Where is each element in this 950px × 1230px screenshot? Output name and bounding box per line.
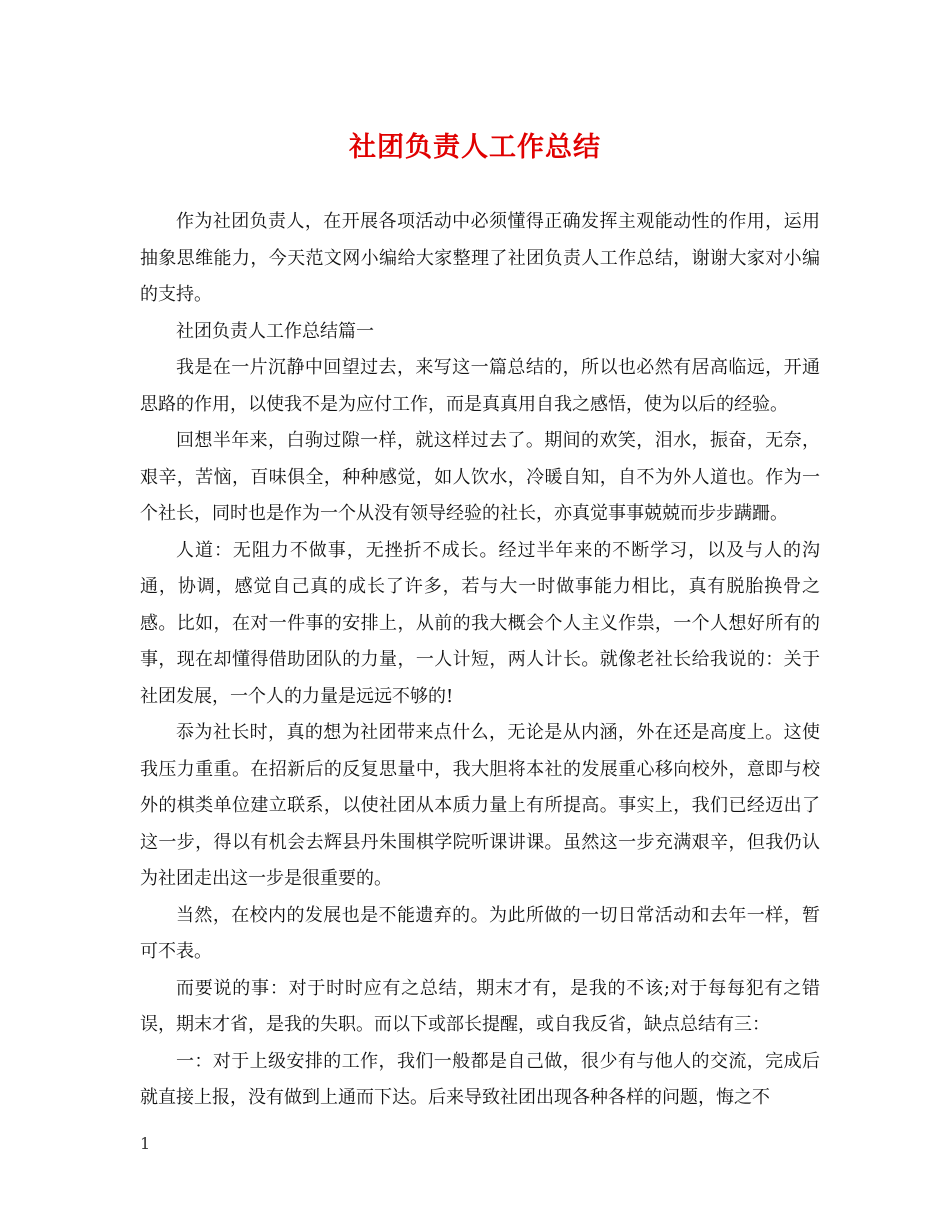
paragraph: 而要说的事：对于时时应有之总结，期末才有，是我的不该;对于每每犯有之错误，期末才省，是我的失职。而以下或部长提醒，或自我反省，缺点总结有三： — [140, 977, 820, 1035]
page-number: 1 — [140, 1134, 151, 1153]
section-heading: 社团负责人工作总结篇一 — [176, 320, 374, 342]
paragraph: 人道：无阻力不做事，无挫折不成长。经过半年来的不断学习，以及与人的沟通，协调，感觉自己真的成长了许多，若与大一时做事能力相比，真有脱胎换骨之感。比如，在对一件事的安排上，从前的我大概会个人主义作祟，一个人想好所有的事，现在却懂得借助团队的力量，一人计短，两人计长。就像老社长给我说的：关于社团发展，一个人的力量是远远不够的! — [140, 539, 820, 707]
paragraph: 当然，在校内的发展也是不能遗弃的。为此所做的一切日常活动和去年一样，暂可不表。 — [140, 904, 820, 962]
paragraph: 忝为社长时，真的想为社团带来点什么，无论是从内涵，外在还是高度上。这使我压力重重。在招新后的反复思量中，我大胆将本社的发展重心移向校外，意即与校外的棋类单位建立联系，以使社团从本质力量上有所提高。事实上，我们已经迈出了这一步，得以有机会去辉县丹朱围棋学院听课讲课。虽然这一步充满艰辛，但我仍认为社团走出这一步是很重要的。 — [140, 722, 820, 889]
paragraph-intro: 作为社团负责人，在开展各项活动中必须懂得正确发挥主观能动性的作用，运用抽象思维能力，今天范文网小编给大家整理了社团负责人工作总结，谢谢大家对小编的支持。 — [140, 211, 820, 305]
paragraph: 回想半年来，白驹过隙一样，就这样过去了。期间的欢笑，泪水，振奋，无奈，艰辛，苦恼，百味俱全，种种感觉，如人饮水，冷暖自知，自不为外人道也。作为一个社长，同时也是作为一个从没有领导经验的社长，亦真觉事事兢兢而步步蹒跚。 — [140, 430, 820, 524]
document-title: 社团负责人工作总结 — [349, 132, 601, 163]
paragraph: 我是在一片沉静中回望过去，来写这一篇总结的，所以也必然有居高临远，开通思路的作用，以使我不是为应付工作，而是真真用自我之感悟，使为以后的经验。 — [140, 357, 820, 415]
document-body — [140, 204, 820, 1117]
paragraph: 一：对于上级安排的工作，我们一般都是自己做，很少有与他人的交流，完成后就直接上报，没有做到上通而下达。后来导致社团出现各种各样的问题，悔之不 — [140, 1050, 820, 1108]
